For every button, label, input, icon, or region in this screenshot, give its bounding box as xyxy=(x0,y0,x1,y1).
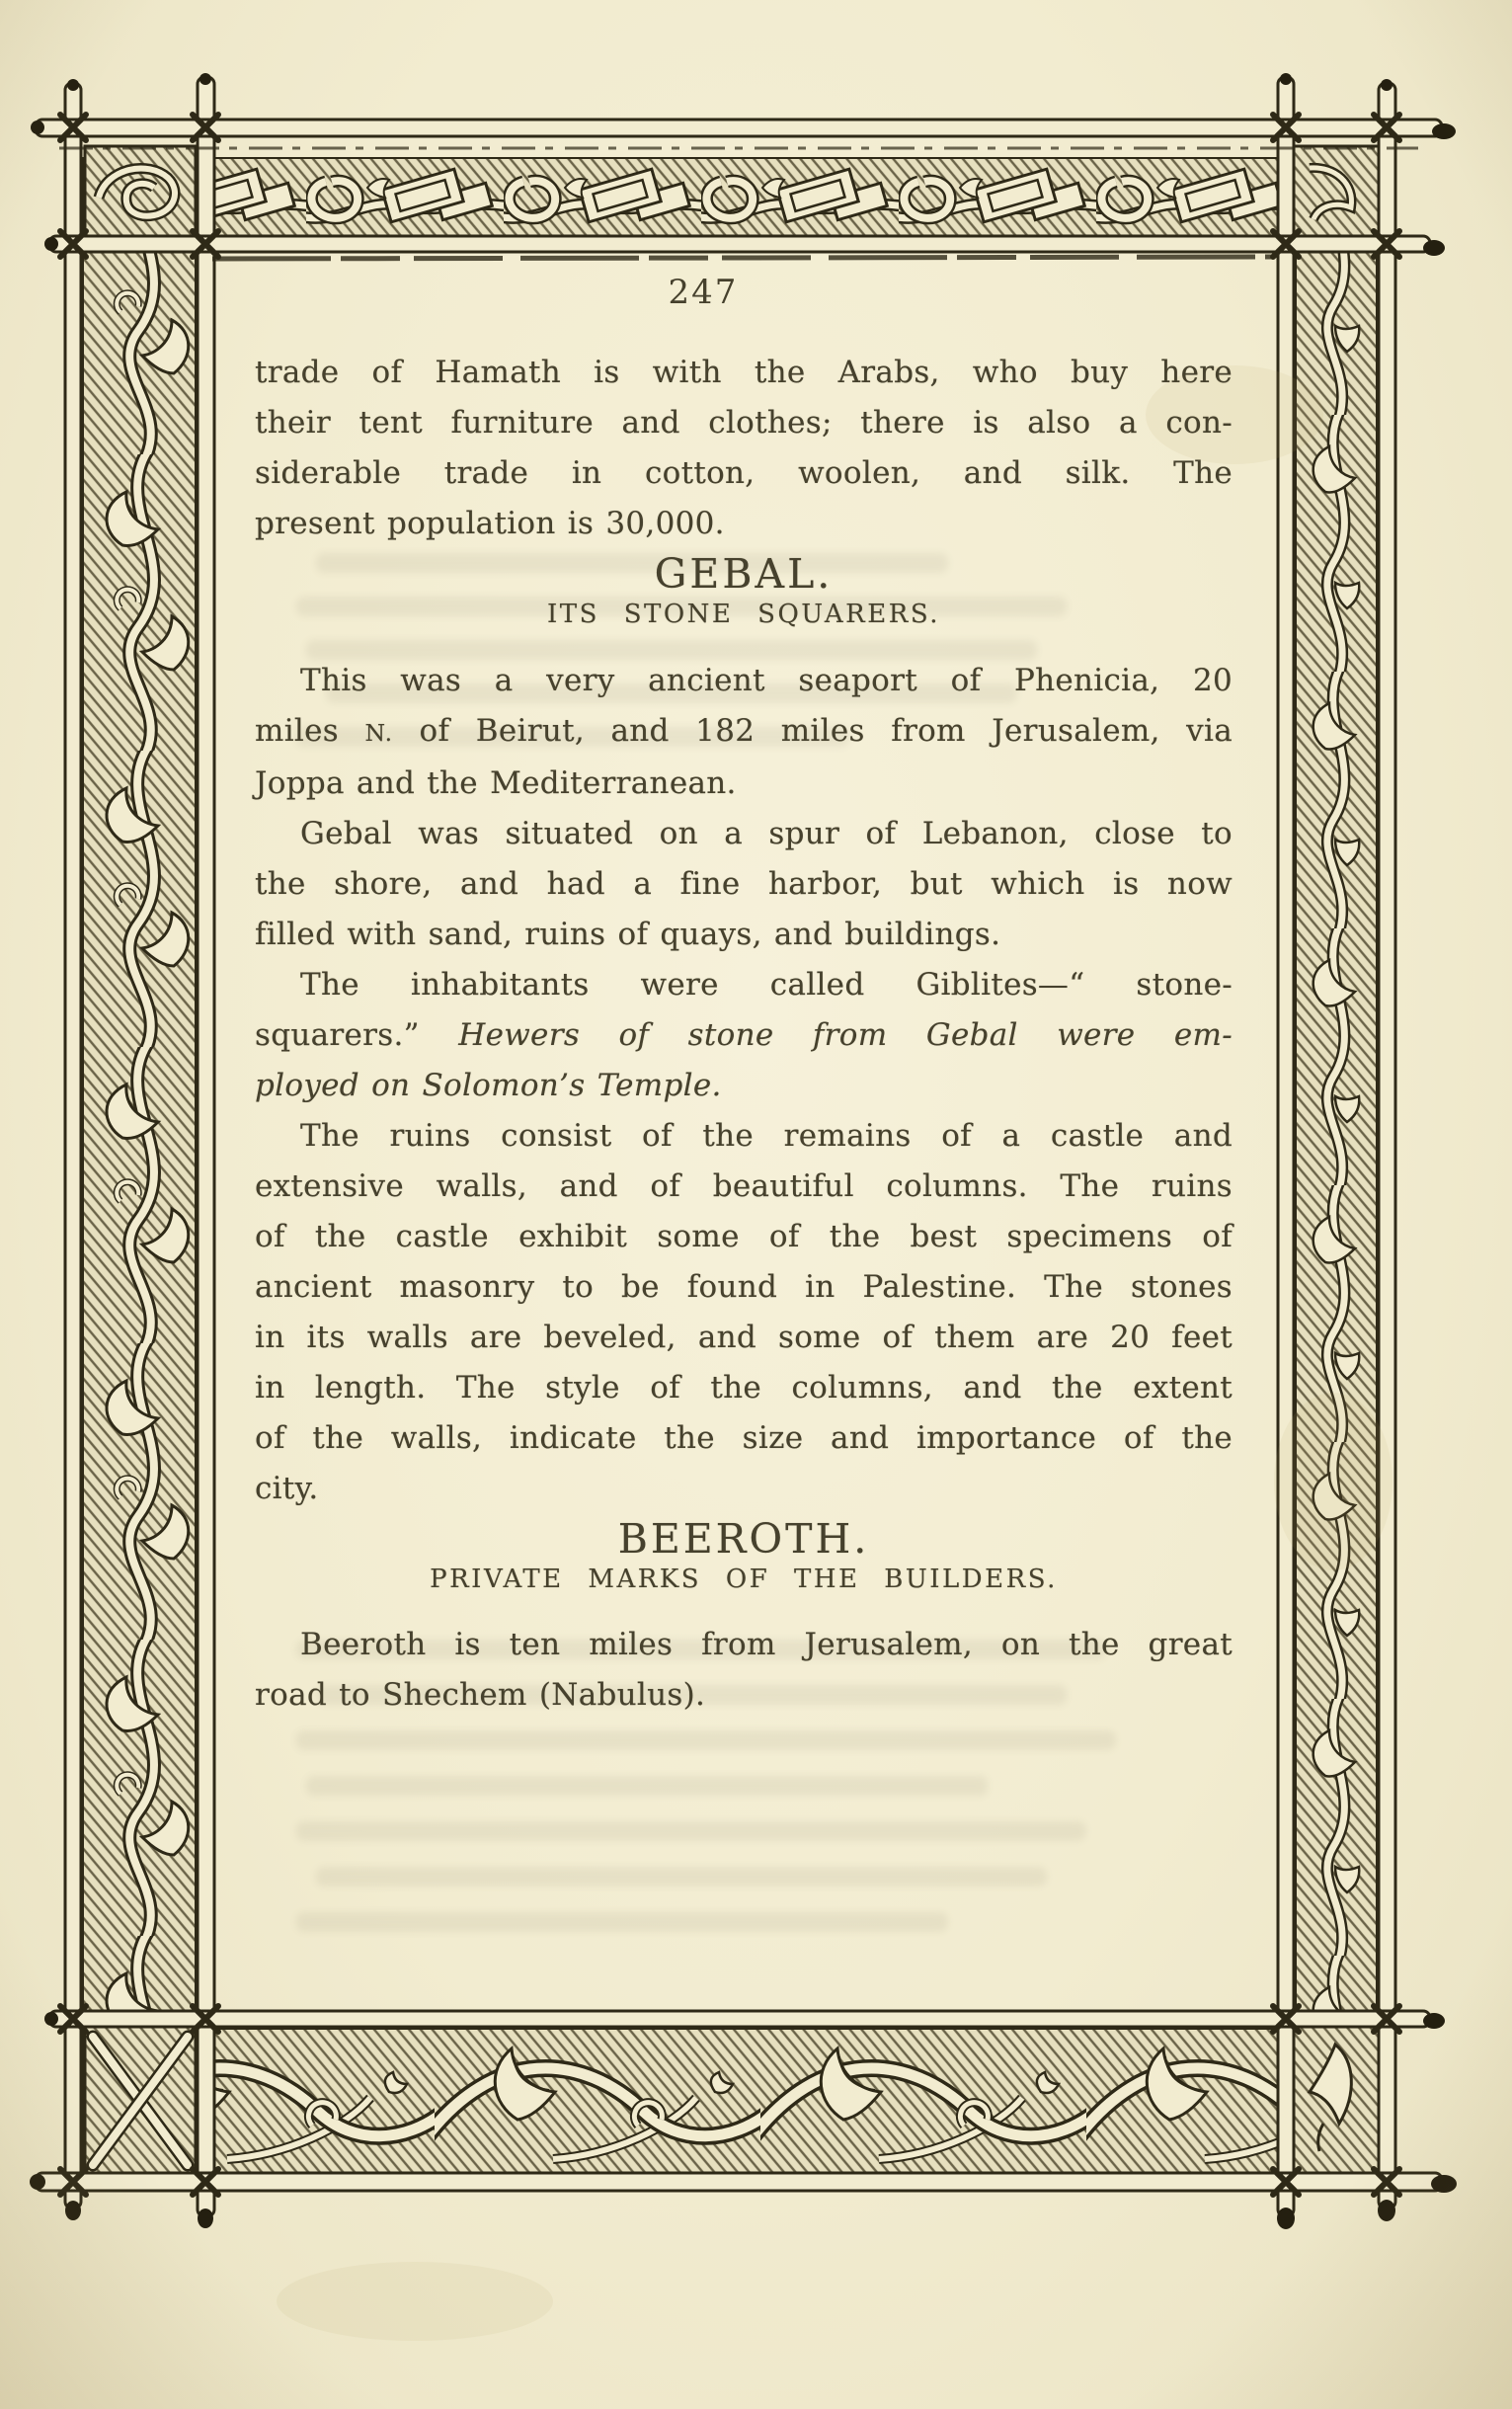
paragraph-gebal-seaport: This was a very ancient seaport of Phenicia, 20 miles N. of Beirut, and 182 miles from Jerusalem, via Joppa and the Mediterranean. xyxy=(255,663,1233,801)
paragraph-hamath-trade: trade of Hamath is with the Arabs, who buy here their tent furniture and clothes; there is also a con- siderable trade in cotton, woolen, and silk. The present population is 30,000. xyxy=(255,355,1233,541)
paragraph-beeroth-distance: Beeroth is ten miles from Jerusalem, on the great road to Shechem (Nabulus). xyxy=(255,1627,1233,1713)
page-number: 247 xyxy=(668,273,739,312)
section-heading-beeroth: BEEROTH. xyxy=(617,1515,870,1563)
section-subheading-gebal: ITS STONE SQUARERS. xyxy=(547,600,940,629)
text-block xyxy=(255,348,1233,1721)
section-heading-gebal: GEBAL. xyxy=(654,550,834,598)
paragraph-gebal-situation: Gebal was situated on a spur of Lebanon, close to the shore, and had a fine harbor, but which is now filled with sand, ruins of quays, and buildings. xyxy=(255,816,1233,952)
paragraph-gebal-giblites: The inhabitants were called Giblites—“ stone- squarers.” Hewers of stone from Gebal were em- ployed on Solomon’s Temple. xyxy=(255,967,1233,1103)
section-subheading-beeroth: PRIVATE MARKS OF THE BUILDERS. xyxy=(430,1565,1058,1594)
paragraph-gebal-ruins: The ruins consist of the remains of a castle and extensive walls, and of beautiful columns. The ruins of the castle exhibit some of the best specimens of ancient masonry to be found in Palestine. The stones in its walls are beveled, and some of them are 20 feet in length. The style of the columns, and the extent of the walls, indicate the size and importance of the city. xyxy=(255,1118,1233,1506)
